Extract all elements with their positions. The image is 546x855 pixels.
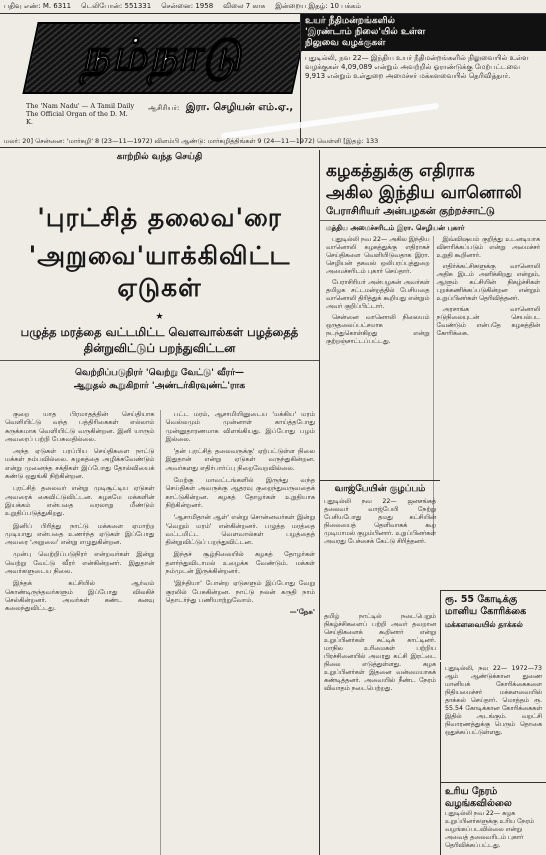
- vajpayee-body: புதுடில்லி நவ 22— ஜனசங்கத் தலைவர் வாஜ்பேயி நேற்று பேசியபோது தமது கட்சியின் நிலையைத் தெளிவாகக் கூற முடியாமல் குழம்பினார். உறுப்பினர்கள் அவரது பேச்சைக் கேட்டு சிரித்தனர்.: [324, 498, 436, 545]
- time-allocation-story: [440, 782, 546, 855]
- masthead: [0, 16, 300, 134]
- radio-headline-1: கழகத்துக்கு எதிராக: [326, 161, 475, 181]
- tagline: [26, 102, 136, 126]
- editor-label: ஆசிரியர்:: [148, 104, 180, 112]
- radio-column-2: [433, 236, 544, 536]
- vajpayee-headline: வாஜ்பேயின் குழப்பம்: [334, 484, 426, 494]
- telephone: டெலிபோன்: 551331: [81, 2, 152, 10]
- logo-text: நம்நாடு: [79, 29, 253, 81]
- lead-subsubhead: [0, 367, 319, 395]
- lead-paragraph: 'இந்தியா' போன்ற ஏடுகளும் இப்போது வேறு குரலில் பேசுகின்றன. நாட்டு நலன் கருதி நாம் தொடர்ந்து பணியாற்றுவோம்.: [165, 579, 315, 604]
- vajpayee-story: [320, 480, 440, 610]
- editor-name: இரா. செழியன் எம்.ஏ.,: [185, 102, 294, 113]
- lead-column-1: [0, 410, 160, 855]
- time-headline: உரிய நேரம் வழங்கவில்லை: [445, 786, 512, 809]
- vajpayee-story-continued: தமிழ் நாட்டில் நடைபெறும் நிகழ்ச்சிகளைப் பற்றி அவர் தவறான செய்திகளைக் கூறினார் என்று உறுப்பினர்கள் சுட்டிக் காட்டினர். மாநில உரிமைகள் பற்றிய பிரச்சினையில் அவரது கட்சி இரட்டை நிலை எடுத்துள்ளது. கழக உறுப்பினர்கள் இதனை வன்மையாகக் கண்டித்தனர். அவையில் நீண்ட நேரம் விவாதம் நடைபெற்றது.: [324, 613, 436, 692]
- high-court-body: புதுடில்லி, நவ 22— இந்திய உயர் நீதிமன்றங்களில் நிலுவையில் உள்ள வழக்குகள் 4,09,089 என்றும் அவற்றில் ஓராண்டுக்கு மேற்பட்டவை 9,913 என்றும் உள்துறை அமைச்சர் மக்களவையில் தெரிவித்தார்.: [305, 54, 529, 80]
- radio-byline: மத்திய அமைச்சரிடம் இரா. செழியன் புகார்: [326, 224, 465, 232]
- lead-paragraph: இனிப் பிரித்து நாட்டு மக்களை ஏமாற்ற முடியாது என்பதை உணர்ந்த ஏடுகள் இப்போது அவரை 'அறுவை' என்று எழுதுகின்றன.: [5, 521, 155, 547]
- high-court-news-box: [300, 14, 546, 144]
- rb-head-line-3: நிலுவை வழக்குகள்: [305, 38, 386, 48]
- lead-body-columns: [0, 410, 320, 855]
- subsub-line-1: வெற்றிப்படுநிரர் 'வெற்று வேட்டு' வீரர்—: [74, 368, 245, 378]
- lead-paragraph: முன்பு வெற்றிப்படுநிரர் என்றவர்கள் இன்று வெற்று வேட்டு வீரர் என்கின்றனர். இதுதான் அவர்களுடைய நிலை.: [5, 550, 155, 576]
- radio-paragraph: சென்னை வானொலி நிலையம் ஒருதலைப்பட்சமாக நடந்துகொள்கிறது என்று குற்றஞ்சாட்டப்பட்டது.: [326, 314, 430, 345]
- tagline-line-2: The Official Organ of the D. M. K.: [26, 110, 128, 126]
- rb-head-line-1: உயர் நீதிமன்றங்களில்: [305, 16, 396, 26]
- radio-paragraph: எதிர்க்கட்சிகளுக்கு வானொலி அதிக இடம் அளிக்கிறது என்றும், ஆளும் கட்சியின் நிகழ்ச்சிகள் புறக்கணிக்கப்படுகின்றன என்றும் உறுப்பினர்கள் தெரிவித்தனர்.: [436, 263, 540, 302]
- price: விலை 7 காசு: [223, 2, 266, 10]
- radio-paragraph: புதுடில்லி நவ 22— அகில இந்திய வானொலி கழகத்துக்கு எதிராகச் செய்திகளை வெளியிடுவதாக இரா. செழியன் தகவல் ஒலிபரப்புத்துறை அமைச்சரிடம் புகார் செய்தார்.: [326, 236, 430, 275]
- star-divider: ★: [155, 312, 164, 322]
- lead-paragraph: 'ஆசாமிதான் ஆள்' என்று சொன்னவர்கள் இன்று 'வெறும் மரம்' என்கின்றனர். பழுத்த மரத்தை வட்டமிட்ட வௌவால்கள் பழத்தைத் தின்றுவிட்டுப் பறந்துவிட்டன.: [165, 513, 315, 547]
- radio-headline-2: அகில இந்திய வானொலி: [326, 183, 522, 203]
- lead-paragraph: பட்ட மரம், ஆசாமியினுடைய 'மக்கிய' மரம் வெல்லமும் முன்னாள் காய்த்தபோது முன்னுதாரணமாக விளங்கியது. இப்போது பழம் இல்லை.: [165, 410, 315, 443]
- radio-paragraph: அரசாங்க வானொலி நடுநிலையுடன் செயல்பட வேண்டும் என்பதே கழகத்தின் கோரிக்கை.: [436, 306, 540, 337]
- radio-paragraph: பேராசிரியர் அன்பழகன் அவர்கள் தமிழக சட்டமன்றத்தில் பேசியதை வானொலி திரித்துக் கூறியது என்றும் அவர் குறிப்பிட்டார்.: [326, 279, 430, 310]
- lead-column-2: [160, 410, 321, 855]
- lead-paragraph: குறை யாத பிரமாதத்தின் செய்தியாக வெளியிட்டு வந்த பத்திரிகைகள் எல்லாம் சுருக்கமாக வெளியிட்டு வருகின்றன. இனி யாரும் அவரைப் பற்றி பேசுவதில்லை.: [5, 410, 155, 443]
- date-strip: மலர்: 20] சென்னை: 'மார்கழி' 8 (23—11—1972) விளம்பி ஆண்டு: மார்கழித்திங்கள் 9 (24—11—1972) வெள்ளி [இதழ்: 133: [0, 136, 546, 148]
- radio-subhead: பேராசிரியர் அன்பழகன் குற்றச்சாட்டு: [320, 204, 546, 221]
- lead-paragraph: புரட்சித் தலைவர் என்று முடிசூட்டிய ஏடுகள் அவரைக் கைவிட்டுவிட்டன. கழகமே மக்களின் இயக்கம் என்பதை வரலாறு மீண்டும் உறுதிப்படுத்துகிறது.: [5, 484, 155, 518]
- radio-story: [320, 150, 546, 855]
- lead-paragraph: இந்தச் சூழ்நிலையில் கழகத் தோழர்கள் தளர்ந்துவிடாமல் உழைக்க வேண்டும். மக்கள் நம்முடன் இருக்கின்றனர்.: [165, 550, 315, 576]
- reg-number: பதிவு எண்: M. 6311: [4, 2, 72, 10]
- author-signature: —'நேசு': [289, 608, 315, 617]
- city-year: சென்னை: 1958: [161, 2, 214, 10]
- editor-line: [148, 102, 308, 114]
- grant-headline: ரூ. 55 கோடிக்கு மானிய கோரிக்கை: [445, 594, 527, 617]
- lead-kicker: காற்றில் வந்த செய்தி: [116, 152, 203, 162]
- grant-body: புதுடில்லி, நவ 22— 1972—73 ஆம் ஆண்டுக்கான துணை மானியக் கோரிக்கைகளை நிதியமைச்சர் மக்களவையில் தாக்கல் செய்தார். மொத்தம் ரூ. 55.54 கோடிக்கான கோரிக்கைகள் இதில் அடங்கும். வறட்சி நிவாரணத்துக்கு பெரும் தொகை ஒதுக்கப்பட்டுள்ளது.: [440, 662, 546, 782]
- tagline-line-1: The 'Nam Nadu' — A Tamil Daily: [26, 102, 135, 110]
- lead-paragraph: மேற்கு மாவட்டங்களில் இருந்து வந்த செய்திகள் அவருக்கு ஆதரவு குறைந்துவருவதைக் காட்டுகின்றன. கழகத் தோழர்கள் உறுதியாக நிற்கின்றனர்.: [165, 476, 315, 509]
- grant-demand-story: [440, 590, 546, 660]
- top-info-strip: [0, 0, 546, 14]
- grant-subhead: மக்களவையில் தாக்கல்: [445, 620, 523, 629]
- rb-head-line-2: 'இரண்டாம் நிலை'யில் உள்ள: [305, 27, 426, 37]
- lead-headline-1: 'புரட்சித் தலைவ'ரை: [37, 203, 282, 232]
- lead-subhead: பழுத்த மரத்தை வட்டமிட்ட வௌவால்கள் பழத்தைத் தின்றுவிட்டுப் பறந்துவிட்டன: [0, 324, 319, 361]
- lead-headline-2: 'அறுவை'யாக்கிவிட்ட ஏடுகள்: [28, 241, 291, 302]
- lead-paragraph: அந்த ஏடுகள் பரப்பிய செய்திகளை நாட்டு மக்கள் நம்பவில்லை. கழகத்தை அழிக்கவேண்டும் என்று முனைந்த சக்திகள் இப்போது தோல்வியைக் கண்டு ஒதுங்கி நிற்கின்றன.: [5, 447, 155, 481]
- lead-paragraph: 'தன் புரட்சித் தலைவருக்கு' ஏற்பட்டுள்ள நிலை இதுதான் என்று ஏடுகள் வருந்துகின்றன. அவர்களது எதிர்பார்ப்பு நிறைவேறவில்லை.: [165, 447, 315, 472]
- time-body: புதுடில்லி நவ 22— கழக உறுப்பினர்களுக்கு உரிய நேரம் வழங்கப்படவில்லை என்று அவைத் தலைவரிடம் புகார் தெரிவிக்கப்பட்டது.: [445, 810, 535, 849]
- lead-story: [0, 150, 320, 855]
- page-count: இன்றைய இதழ்: 10 பக்கம்: [275, 2, 361, 10]
- newspaper-logo: [22, 22, 307, 94]
- lead-paragraph: இந்தக் கட்சியில் ஆர்வம் கொண்டிருந்தவர்களும் இப்போது விலகிச் செல்கின்றனர். அவர்கள் கண்ட கனவு கலைந்துவிட்டது.: [5, 579, 155, 613]
- subsub-line-2: ஆறுதல் கூறுகிறார் 'அண்டர்கிரவுண்ட்'ராக: [73, 381, 246, 391]
- radio-paragraph: இவ்விஷயம் குறித்து உடனடியாக விசாரிக்கப்படும் என்று அமைச்சர் உறுதி கூறினார்.: [436, 236, 540, 259]
- high-court-headline: [301, 14, 546, 51]
